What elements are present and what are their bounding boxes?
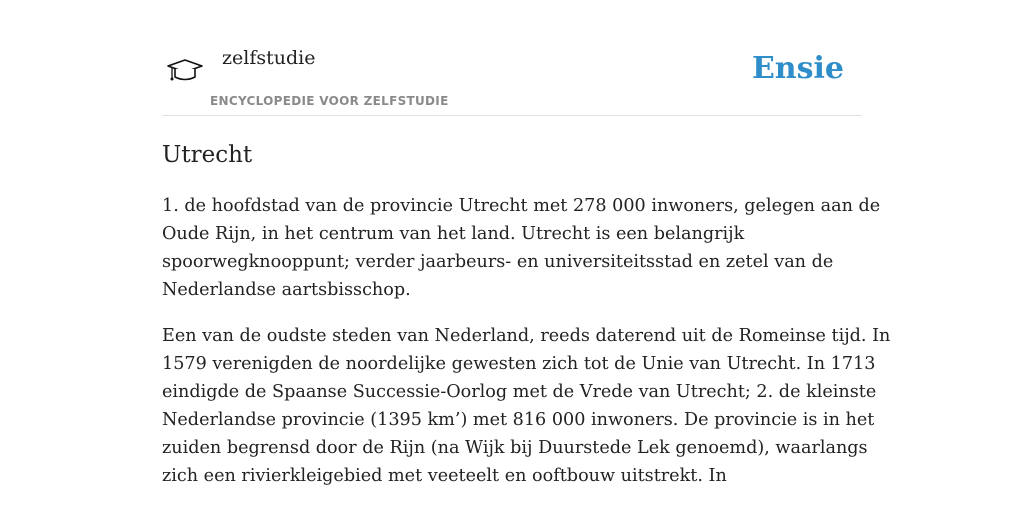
ensie-brand-link[interactable]: Ensie	[751, 51, 844, 86]
article-title: Utrecht	[162, 142, 253, 168]
article-paragraph-1	[162, 192, 881, 304]
paragraph-line: eindigde de Spaanse Successie-Oorlog met de Vrede van Utrecht; 2. de kleinste	[162, 382, 877, 402]
article-paragraph-2	[162, 322, 891, 490]
paragraph-line: Nederlandse provincie (1395 km’) met 816 000 inwoners. De provincie is in het	[162, 410, 875, 430]
paragraph-line: Nederlandse aartsbisschop.	[162, 280, 411, 300]
paragraph-line: 1. de hoofdstad van de provincie Utrecht met 278 000 inwoners, gelegen aan de	[162, 196, 881, 216]
site-name-link[interactable]: zelfstudie	[222, 47, 316, 69]
paragraph-line: Oude Rijn, in het centrum van het land. Utrecht is een belangrijk	[162, 224, 745, 244]
paragraph-line: zuiden begrensd door de Rijn (na Wijk bij Duurstede Lek genoemd), waarlangs	[162, 438, 868, 458]
graduation-cap-icon[interactable]	[164, 52, 206, 92]
paragraph-line: spoorwegknooppunt; verder jaarbeurs- en universiteitsstad en zetel van de	[162, 252, 834, 272]
paragraph-line: Een van de oudste steden van Nederland, reeds daterend uit de Romeinse tijd. In	[162, 326, 891, 346]
article-content	[162, 192, 891, 508]
site-tagline: ENCYCLOPEDIE VOOR ZELFSTUDIE	[210, 94, 449, 108]
paragraph-line: 1579 verenigden de noordelijke gewesten zich tot de Unie van Utrecht. In 1713	[162, 354, 876, 374]
paragraph-line: zich een rivierkleigebied met veeteelt en ooftbouw uitstrekt. In	[162, 466, 727, 486]
site-header	[162, 0, 862, 116]
page	[162, 0, 891, 512]
